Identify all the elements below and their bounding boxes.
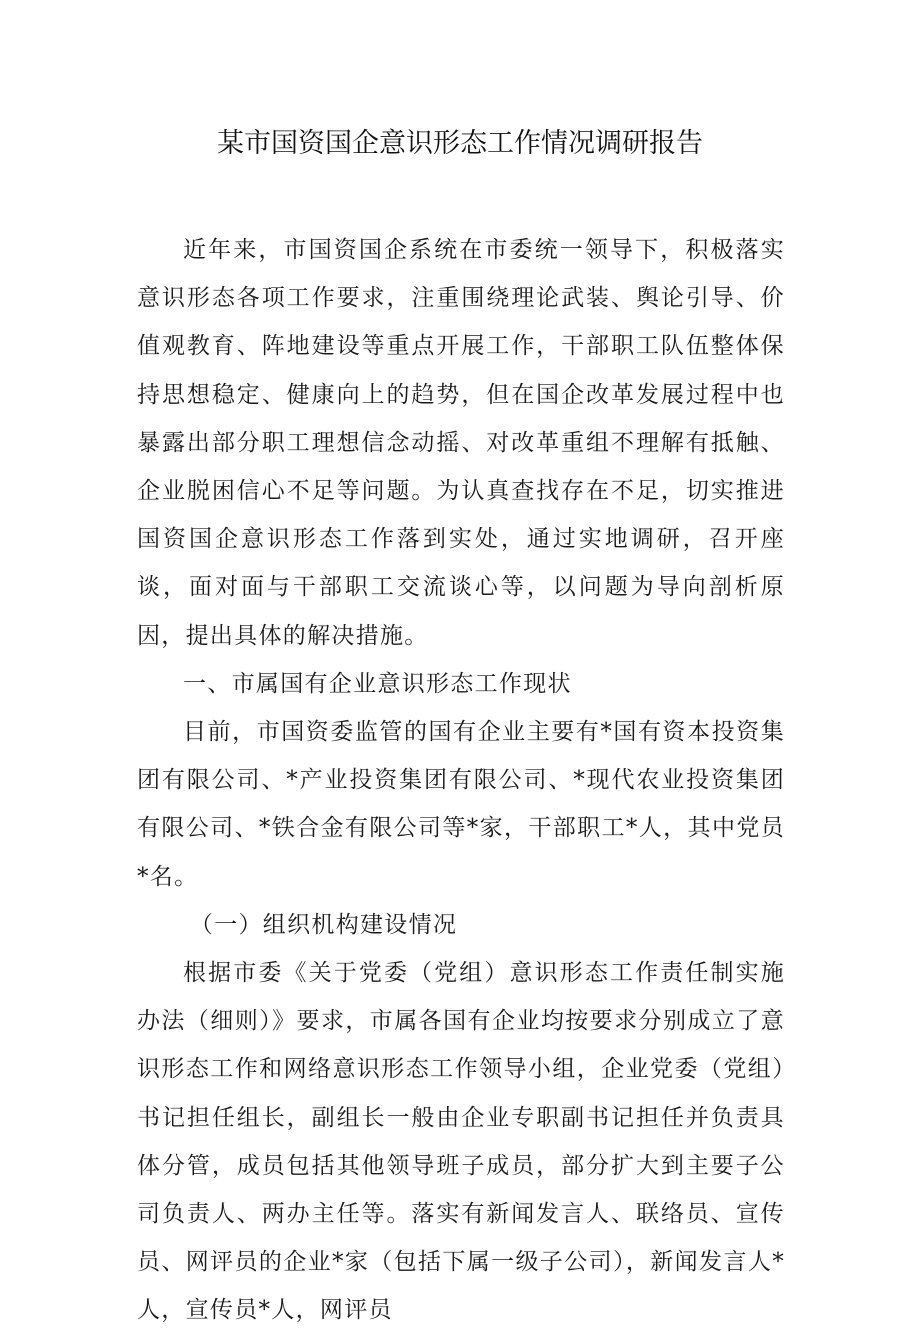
section-1-paragraph: 目前，市国资委监管的国有企业主要有*国有资本投资集团有限公司、*产业投资集团有限公司、*现代农业投资集团有限公司、*铁合金有限公司等*家，干部职工*人，其中党员*名。 xyxy=(137,719,785,890)
intro-paragraph: 近年来，市国资国企系统在市委统一领导下，积极落实意识形态各项工作要求，注重围绕理论武装、舆论引导、价值观教育、阵地建设等重点开展工作，干部职工队伍整体保持思想稳定、健康向上的趋势，但在国企改革发展过程中也暴露出部分职工理想信念动摇、对改革重组不理解有抵触、企业脱困信心不足等问题。为认真查找存在不足，切实推进国资国企意识形态工作落到实处，通过实地调研，召开座谈，面对面与干部职工交流谈心等，以问题为导向剖析原因，提出具体的解决措施。 xyxy=(137,237,785,649)
section-heading-1: 一、市属国有企业意识形态工作现状 xyxy=(183,670,572,697)
subsection-heading-1: （一）组织机构建设情况 xyxy=(189,911,458,938)
document-body xyxy=(137,226,785,1335)
document-title: 某市国资国企意识形态工作情况调研报告 xyxy=(217,128,703,159)
subsection-1-paragraph: 根据市委《关于党委（党组）意识形态工作责任制实施办法（细则）》要求，市属各国有企业均按要求分别成立了意识形态工作和网络意识形态工作领导小组，企业党委（党组）书记担任组长，副组长一般由企业专职副书记担任并负责具体分管，成员包括其他领导班子成员，部分扩大到主要子公司负责人、两办主任等。落实有新闻发言人、联络员、宣传员、网评员的企业*家（包括下属一级子公司），新闻发言人*人，宣传员*人，网评员 xyxy=(137,960,785,1324)
